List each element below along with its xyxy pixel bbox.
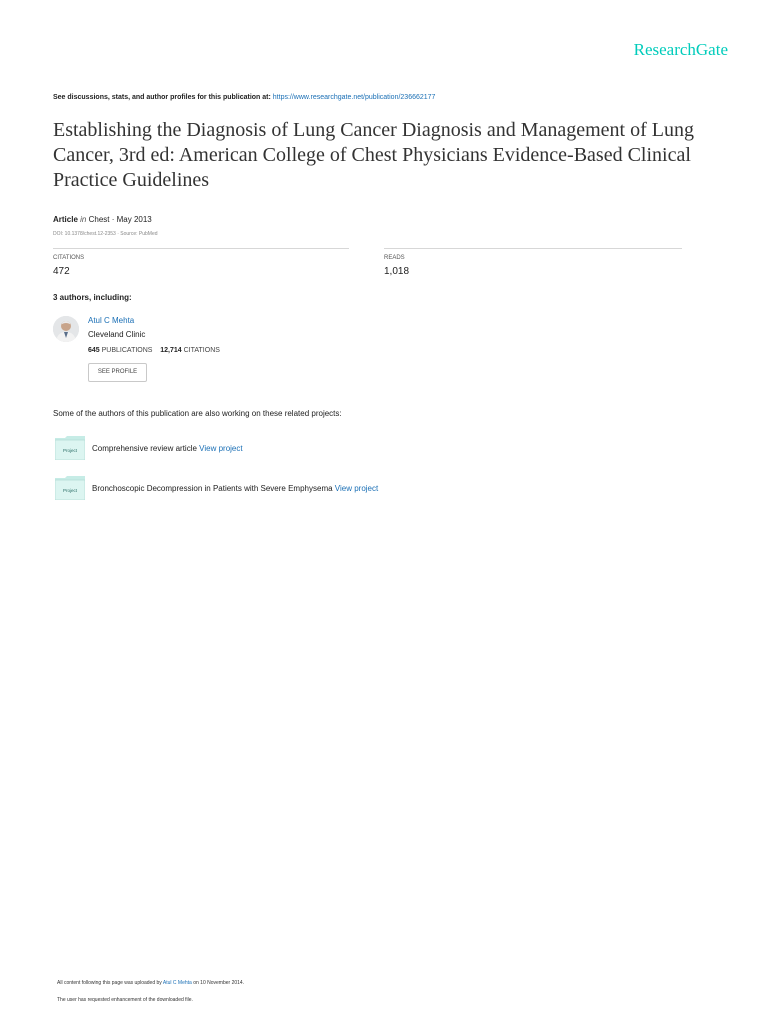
author-name-link[interactable]: Atul C Mehta <box>88 316 135 325</box>
project-folder-icon[interactable] <box>55 476 85 500</box>
project-folder-icon[interactable] <box>55 436 85 460</box>
citations-value: 472 <box>53 266 70 277</box>
upload-note <box>57 980 244 986</box>
project-item <box>92 484 378 493</box>
publication-title: Establishing the Diagnosis of Lung Cancer Diagnosis and Management of Lung Cancer, 3rd ed: American College of Chest Physicians Evidence-Based Clinical Practice Guidelines <box>53 119 694 191</box>
project-title: Bronchoscopic Decompression in Patients with Severe Emphysema <box>92 484 333 493</box>
see-profile-button[interactable]: SEE PROFILE <box>88 363 147 382</box>
publication-type: Article <box>53 215 78 224</box>
upload-prefix: All content following this page was uploaded by <box>57 980 162 986</box>
project-title: Comprehensive review article <box>92 444 197 453</box>
citations-divider <box>53 248 349 249</box>
project-item <box>92 444 243 453</box>
journal-date: Chest · May 2013 <box>88 215 152 224</box>
citations-label: CITATIONS <box>53 255 85 261</box>
reads-divider <box>384 248 682 249</box>
person-icon <box>53 316 79 342</box>
author-stats <box>88 347 220 354</box>
reads-label: READS <box>384 255 405 261</box>
author-avatar[interactable] <box>53 316 79 342</box>
reads-value: 1,018 <box>384 266 410 277</box>
author-publications-count: 645 <box>88 347 100 354</box>
view-project-link[interactable]: View project <box>334 484 379 493</box>
author-institution: Cleveland Clinic <box>88 330 146 339</box>
author-citations-label: CITATIONS <box>183 347 220 354</box>
discussion-notice-text: See discussions, stats, and author profiles for this publication at: <box>53 94 271 101</box>
in-word: in <box>80 215 87 224</box>
project-icon-label: Project <box>62 448 78 453</box>
authors-heading: 3 authors, including: <box>53 293 132 302</box>
project-icon-label: Project <box>62 488 78 493</box>
publication-meta <box>53 215 152 224</box>
related-projects-heading: Some of the authors of this publication are also working on these related projects: <box>53 409 342 418</box>
publication-url-link[interactable]: https://www.researchgate.net/publication/236662177 <box>272 94 436 101</box>
author-citations-count: 12,714 <box>160 347 182 354</box>
folder-icon <box>55 436 85 460</box>
author-publications-label: PUBLICATIONS <box>101 347 153 354</box>
folder-icon <box>55 476 85 500</box>
view-project-link[interactable]: View project <box>199 444 243 453</box>
upload-suffix: on 10 November 2014. <box>193 980 245 986</box>
uploader-link[interactable]: Atul C Mehta <box>162 980 192 986</box>
doi-source: DOI: 10.1378/chest.12-2353 · Source: PubMed <box>53 231 158 237</box>
researchgate-logo[interactable]: ResearchGate <box>633 40 728 59</box>
enhancement-note: The user has requested enhancement of the downloaded file. <box>57 997 193 1003</box>
discussion-notice <box>53 94 435 101</box>
